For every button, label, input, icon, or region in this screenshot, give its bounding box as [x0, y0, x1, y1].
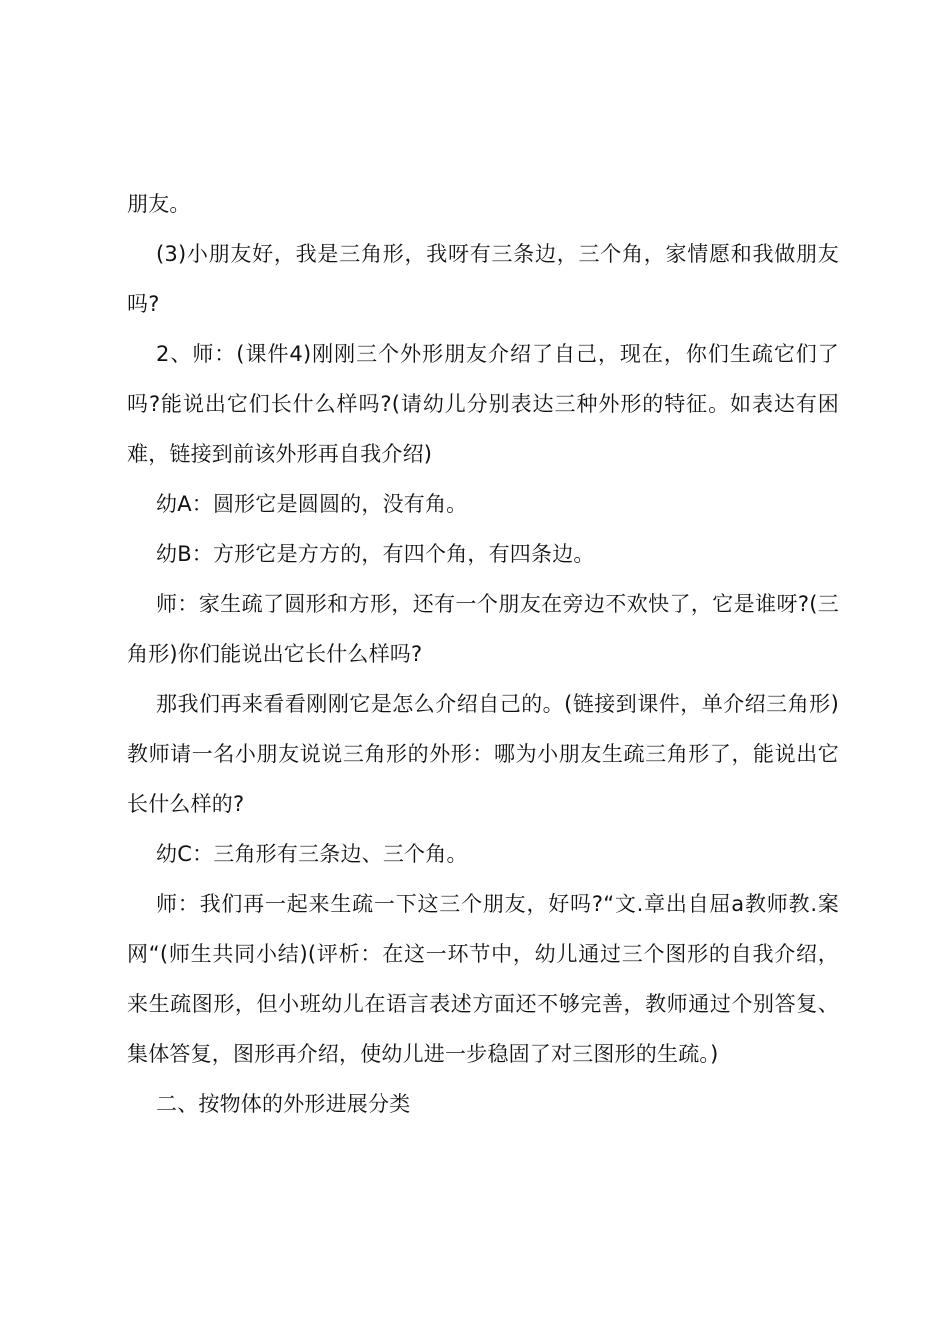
- paragraph-summary-evaluation: 师：我们再一起来生疏一下这三个朋友，好吗?“文.章出自屈a教师教.案网“(师生共同小结)(评析：在这一环节中，幼儿通过三个图形的自我介绍，来生疏图形，但小班幼儿在语言表述方面还不够完善，教师通过个别答复、集体答复，图形再介绍，使幼儿进一步稳固了对三图形的生疏。): [127, 892, 839, 1066]
- paragraph-continuation: 朋友。: [127, 192, 191, 216]
- paragraph-teacher-question: 2、师：(课件4)刚刚三个外形朋友介绍了自己，现在，你们生疏它们了吗?能说出它们长什么样吗?(请幼儿分别表达三种外形的特征。如表达有困难，链接到前该外形再自我介绍): [127, 342, 839, 466]
- paragraph-triangle-intro: (3)小朋友好，我是三角形，我呀有三条边，三个角，家情愿和我做朋友吗?: [127, 242, 839, 316]
- section-heading-classification: 二、按物体的外形进展分类: [156, 1092, 411, 1116]
- document-body: [127, 179, 839, 1129]
- paragraph-child-b: 幼B：方形它是方方的，有四个角，有四条边。: [156, 542, 595, 566]
- paragraph-child-a: 幼A：圆形它是圆圆的，没有角。: [156, 492, 468, 516]
- paragraph-child-c: 幼C：三角形有三条边、三个角。: [156, 842, 468, 866]
- paragraph-teacher-triangle: 师：家生疏了圆形和方形，还有一个朋友在旁边不欢快了，它是谁呀?(三角形)你们能说出它长什么样吗?: [127, 592, 839, 666]
- paragraph-review-triangle: 那我们再来看看刚刚它是怎么介绍自己的。(链接到课件，单介绍三角形)教师请一名小朋友说说三角形的外形：哪为小朋友生疏三角形了，能说出它长什么样的?: [127, 692, 839, 816]
